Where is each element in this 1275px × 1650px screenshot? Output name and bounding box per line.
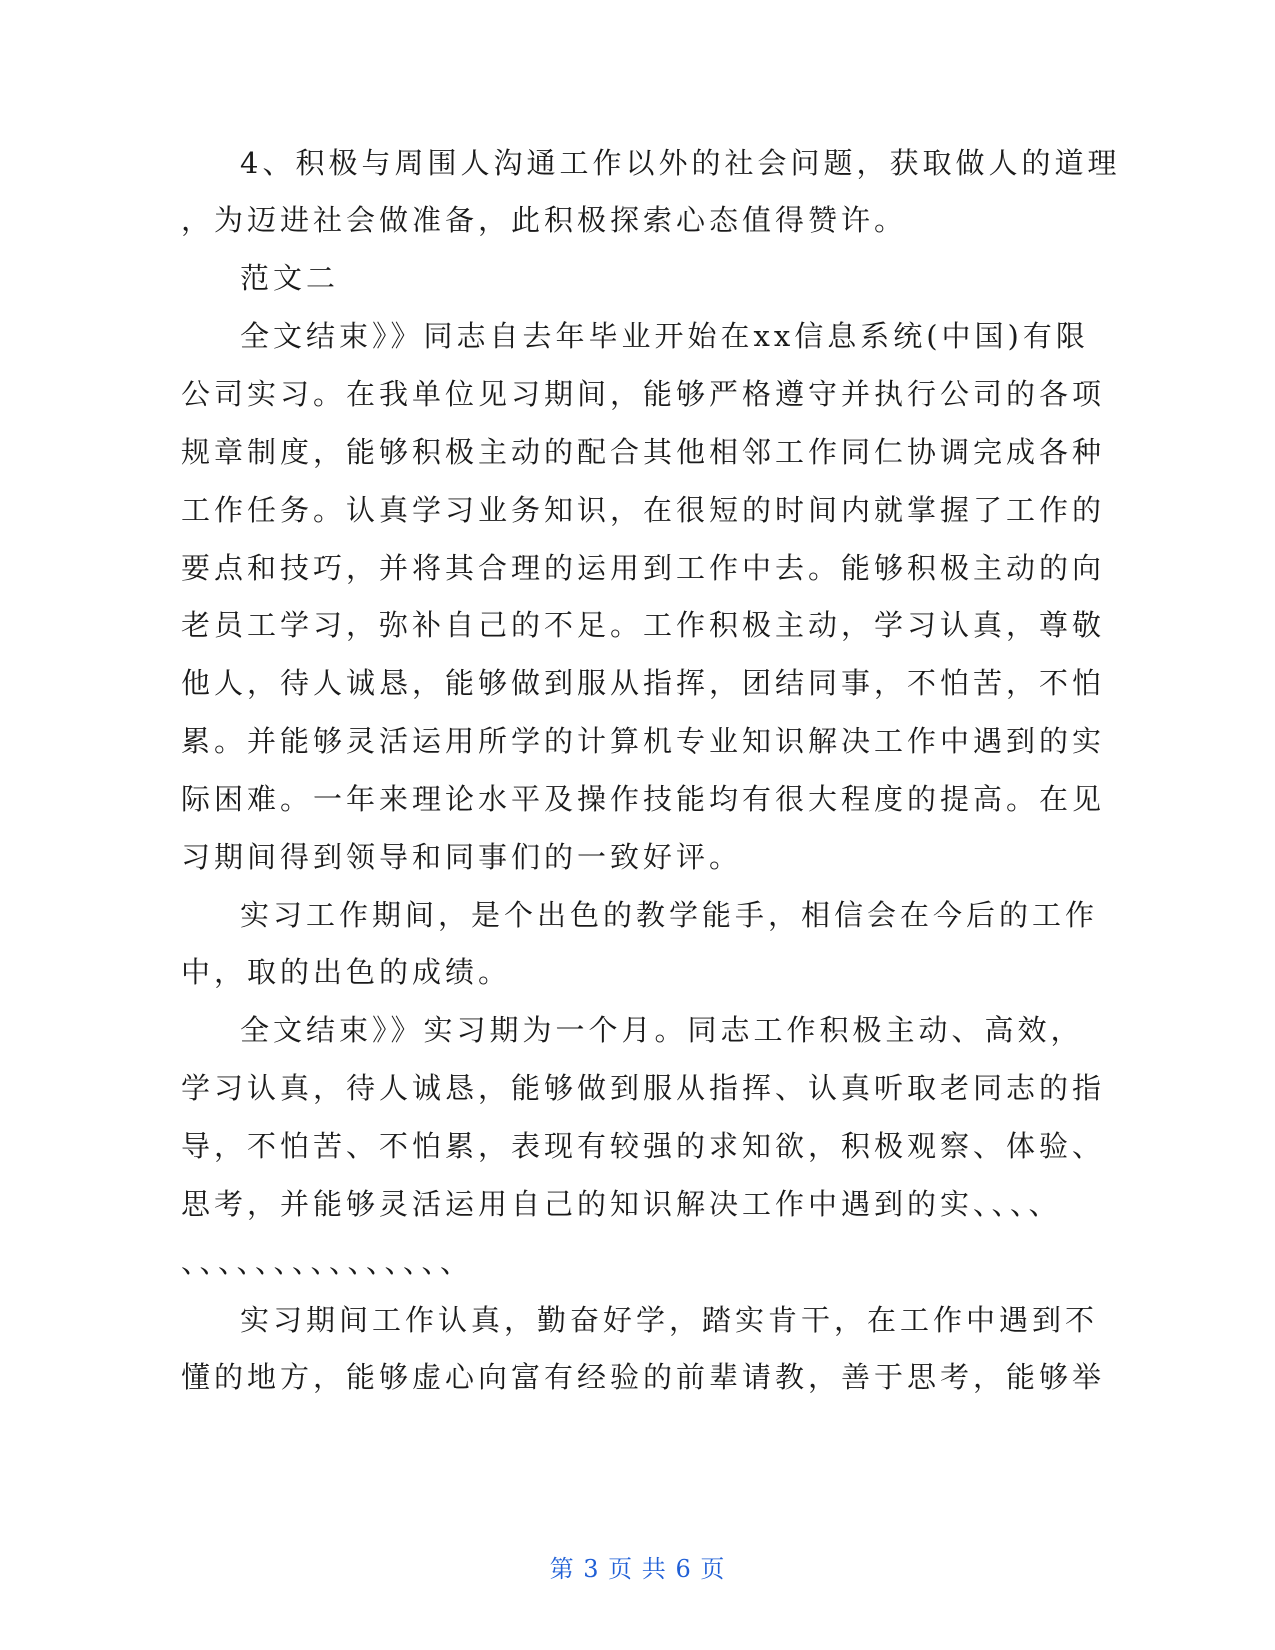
paragraph-line: 工作任务。认真学习业务知识，在很短的时间内就掌握了工作的 [181,493,1106,527]
paragraph-line: ，为迈进社会做准备，此积极探索心态值得赞许。 [181,203,908,237]
paragraph-line: 全文结束》》实习期为一个月。同志工作积极主动、高效， [240,1013,1084,1047]
footer-page-number: 3 [583,1555,600,1583]
paragraph-line: 要点和技巧，并将其合理的运用到工作中去。能够积极主动的向 [181,551,1106,585]
paragraph-line: 、、、、、、、、、、、、、、、 [181,1245,474,1279]
paragraph-line: 学习认真，待人诚恳，能够做到服从指挥、认真听取老同志的指 [181,1071,1106,1105]
footer-prefix: 第 [549,1555,575,1583]
paragraph-line: 实习期间工作认真，勤奋好学，踏实肯干，在工作中遇到不 [240,1303,1099,1337]
footer-suffix: 页 [700,1555,726,1583]
paragraph-line: 老员工学习，弥补自己的不足。工作积极主动，学习认真，尊敬 [181,608,1106,642]
paragraph-line: 中，取的出色的成绩。 [181,955,512,989]
paragraph-line: 际困难。一年来理论水平及操作技能均有很大程度的提高。在见 [181,782,1106,816]
paragraph-line: 导，不怕苦、不怕累，表现有较强的求知欲，积极观察、体验、 [181,1129,1106,1163]
paragraph-line: 全文结束》》同志自去年毕业开始在xx信息系统(中国)有限 [240,319,1089,353]
paragraph-line: 公司实习。在我单位见习期间，能够严格遵守并执行公司的各项 [181,377,1106,411]
footer-middle: 页 共 [608,1555,667,1583]
paragraph-line: 实习工作期间，是个出色的教学能手，相信会在今后的工作 [240,898,1099,932]
paragraph-line: 累。并能够灵活运用所学的计算机专业知识解决工作中遇到的实 [181,724,1106,758]
page-footer [0,1549,1275,1584]
paragraph-line: 规章制度，能够积极主动的配合其他相邻工作同仁协调完成各种 [181,435,1106,469]
paragraph-line: 懂的地方，能够虚心向富有经验的前辈请教，善于思考，能够举 [181,1360,1106,1394]
paragraph-line: 4、积极与周围人沟通工作以外的社会问题，获取做人的道理 [240,146,1121,180]
footer-total-pages: 6 [675,1555,692,1583]
paragraph-line: 思考，并能够灵活运用自己的知识解决工作中遇到的实、、、、 [181,1187,1062,1221]
paragraph-line: 习期间得到领导和同事们的一致好评。 [181,840,743,874]
paragraph-line: 他人，待人诚恳，能够做到服从指挥，团结同事，不怕苦，不怕 [181,666,1106,700]
section-heading: 范文二 [240,261,340,295]
